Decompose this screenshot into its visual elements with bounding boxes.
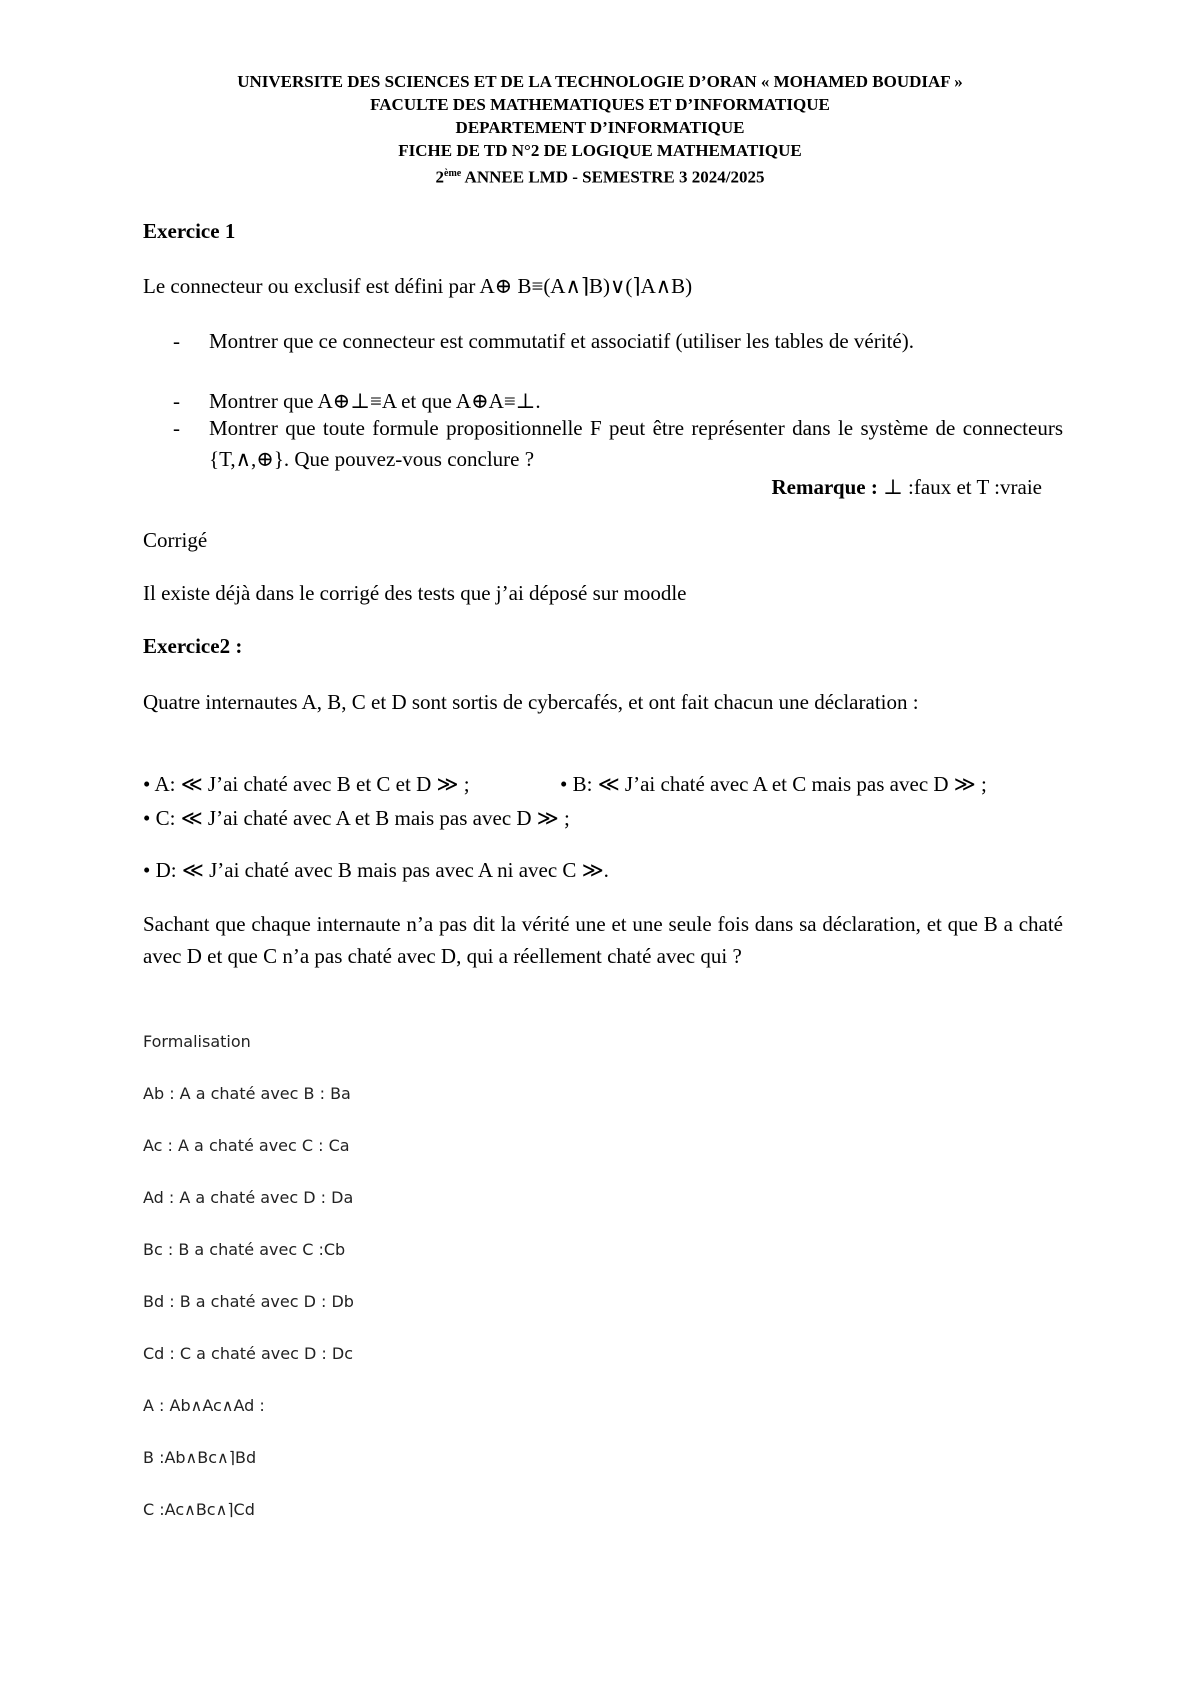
exercise-1-item-text: Montrer que toute formule propositionnelle F peut être représenter dans le système de connecteurs {T,∧,⊕}. Que pouvez-vous conclure ?: [209, 416, 1063, 471]
exercise-2-question: Sachant que chaque internaute n’a pas dit la vérité une et une seule fois dans sa déclaration, et que B a chaté avec D et que C n’a pas chaté avec D, qui a réellement chaté avec qui ?: [143, 912, 1063, 968]
header-year-rest: ANNEE LMD - SEMESTRE 3 2024/2025: [461, 167, 765, 187]
exercise-1-item: [143, 326, 1063, 357]
declaration-c: • C: ≪ J’ai chaté avec A et B mais pas avec D ≫ ;: [143, 806, 570, 830]
corrige-text: Il existe déjà dans le corrigé des tests que j’ai déposé sur moodle: [143, 581, 687, 605]
header-year-semester: [0, 162, 1200, 189]
declaration-b: • B: ≪ J’ai chaté avec A et C mais pas avec D ≫ ;: [560, 772, 987, 796]
header-year-superscript: ème: [444, 168, 462, 179]
document-header: [0, 70, 1200, 189]
exercise-1-title: Exercice 1: [143, 219, 236, 243]
header-university: UNIVERSITE DES SCIENCES ET DE LA TECHNOLOGIE D’ORAN « MOHAMED BOUDIAF »: [237, 72, 963, 91]
formalisation-line: C :Ac∧Bc∧⌉Cd: [143, 1500, 255, 1519]
formalisation-line: Ac : A a chaté avec C : Ca: [143, 1136, 350, 1155]
dash-bullet: -: [173, 416, 180, 440]
header-faculty: FACULTE DES MATHEMATIQUES ET D’INFORMATIQUE: [370, 95, 830, 114]
formalisation-line: A : Ab∧Ac∧Ad :: [143, 1396, 265, 1415]
formalisation-title: Formalisation: [143, 1032, 251, 1051]
declaration-a: • A: ≪ J’ai chaté avec B et C et D ≫ ;: [143, 772, 470, 796]
header-department: DEPARTEMENT D’INFORMATIQUE: [455, 118, 745, 137]
remark-label: Remarque :: [771, 475, 878, 499]
remark-text: ⊥ :faux et T :vraie: [877, 475, 1042, 499]
formalisation-line: B :Ab∧Bc∧⌉Bd: [143, 1448, 257, 1467]
formalisation-line: Bd : B a chaté avec D : Db: [143, 1292, 354, 1311]
exercise-1-item-text: Montrer que ce connecteur est commutatif et associatif (utiliser les tables de vérité).: [209, 329, 914, 353]
corrige-title: Corrigé: [143, 528, 208, 552]
exercise-1-item: [143, 413, 1063, 475]
header-year-number: 2: [435, 167, 445, 187]
remark-note: [771, 475, 1042, 500]
dash-bullet: -: [173, 329, 180, 353]
declaration-d: • D: ≪ J’ai chaté avec B mais pas avec A ni avec C ≫.: [143, 858, 609, 882]
exercise-2-intro: Quatre internautes A, B, C et D sont sortis de cybercafés, et ont fait chacun une déclaration :: [143, 690, 919, 714]
exercise-1-intro: Le connecteur ou exclusif est défini par A⊕ B≡(A∧⌉B)∨(⌉A∧B): [143, 274, 693, 298]
formalisation-line: Cd : C a chaté avec D : Dc: [143, 1344, 353, 1363]
dash-bullet: -: [173, 389, 180, 413]
exercise-2-title: Exercice2 :: [143, 634, 243, 658]
formalisation-line: Ad : A a chaté avec D : Da: [143, 1188, 354, 1207]
formalisation-line: Ab : A a chaté avec B : Ba: [143, 1084, 351, 1103]
formalisation-line: Bc : B a chaté avec C :Cb: [143, 1240, 346, 1259]
header-sheet-title: FICHE DE TD N°2 DE LOGIQUE MATHEMATIQUE: [398, 141, 802, 160]
exercise-1-item-text: Montrer que A⊕⊥≡A et que A⊕A≡⊥.: [209, 389, 541, 413]
